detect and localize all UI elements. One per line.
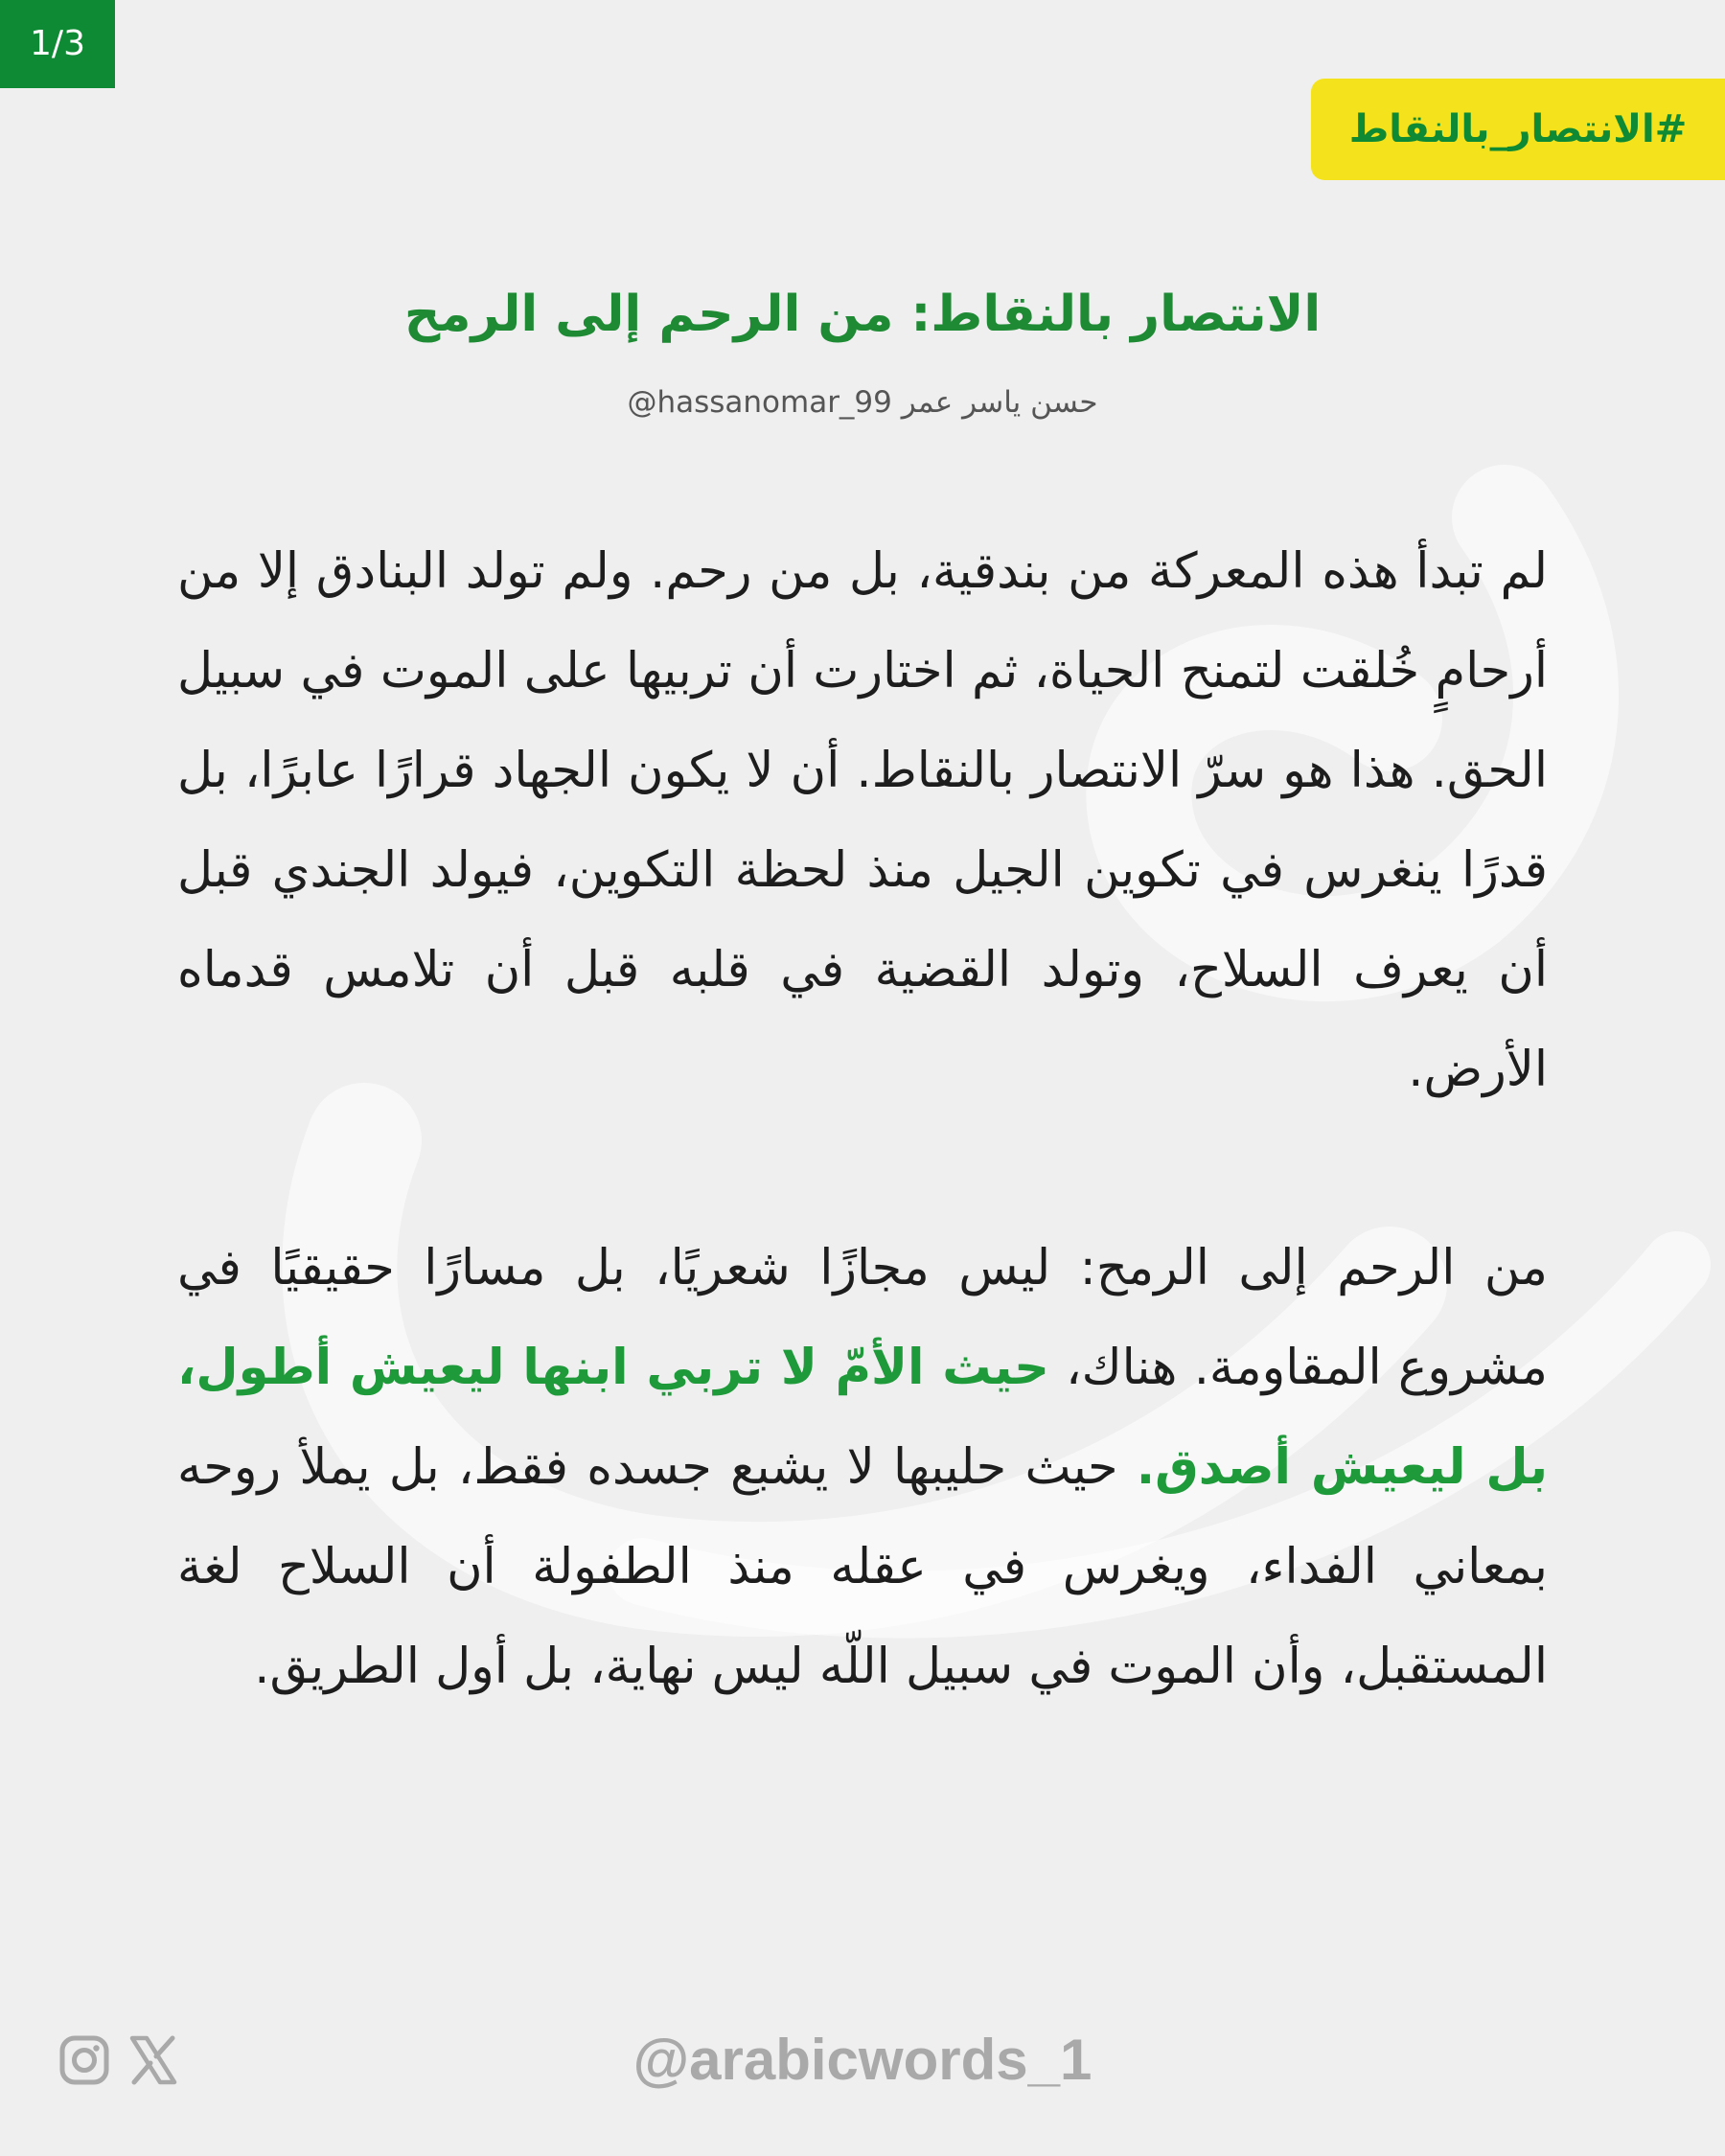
paragraph-2-text-end: حيث حليبها لا يشبع جسده فقط، بل يملأ روحه بمعاني الفداء، ويغرس في عقله منذ الطفولة أن السلاح لغة المستقبل، وأن الموت في سبيل اللّه ليس نهاية، بل أول الطريق. [177,1439,1548,1695]
paragraph-2 [177,1219,1548,1717]
page-counter: 1/3 [0,0,115,88]
hashtag-badge[interactable]: #الانتصار_بالنقاط [1311,79,1725,180]
author-handle[interactable]: @hassanomar_99 [627,385,892,420]
social-icons [58,2030,180,2091]
paragraph-2-highlight: حيث الأمّ لا تربي ابنها ليعيش أطول، بل ليعيش أصدق. [177,1340,1548,1496]
x-icon[interactable] [126,2033,180,2087]
paragraph-2-text-start: من الرحم إلى الرمح: ليس مجازًا شعريًا، بل مسارًا حقيقيًا في مشروع المقاومة. هناك، [177,1240,1548,1396]
author-name: حسن ياسر عمر [901,385,1098,420]
footer-account-handle[interactable]: @arabicwords_1 [632,2028,1092,2092]
paragraph-1: لم تبدأ هذه المعركة من بندقية، بل من رحم. ولم تولد البنادق إلا من أرحامٍ خُلقت لتمنح الحياة، ثم اختارت أن تربيها على الموت في سبيل الحق. هذا هو سرّ الانتصار بالنقاط. أن لا يكون الجهاد قرارًا عابرًا، بل قدرًا ينغرس في تكوين الجيل منذ لحظة التكوين، فيولد الجندي قبل أن يعرف السلاح، وتولد القضية في قلبه قبل أن تلامس قدماه الأرض. [177,543,1548,1098]
article-title: الانتصار بالنقاط: من الرحم إلى الرمح [403,286,1322,343]
author-byline [288,381,1438,424]
instagram-icon[interactable] [58,2033,111,2087]
